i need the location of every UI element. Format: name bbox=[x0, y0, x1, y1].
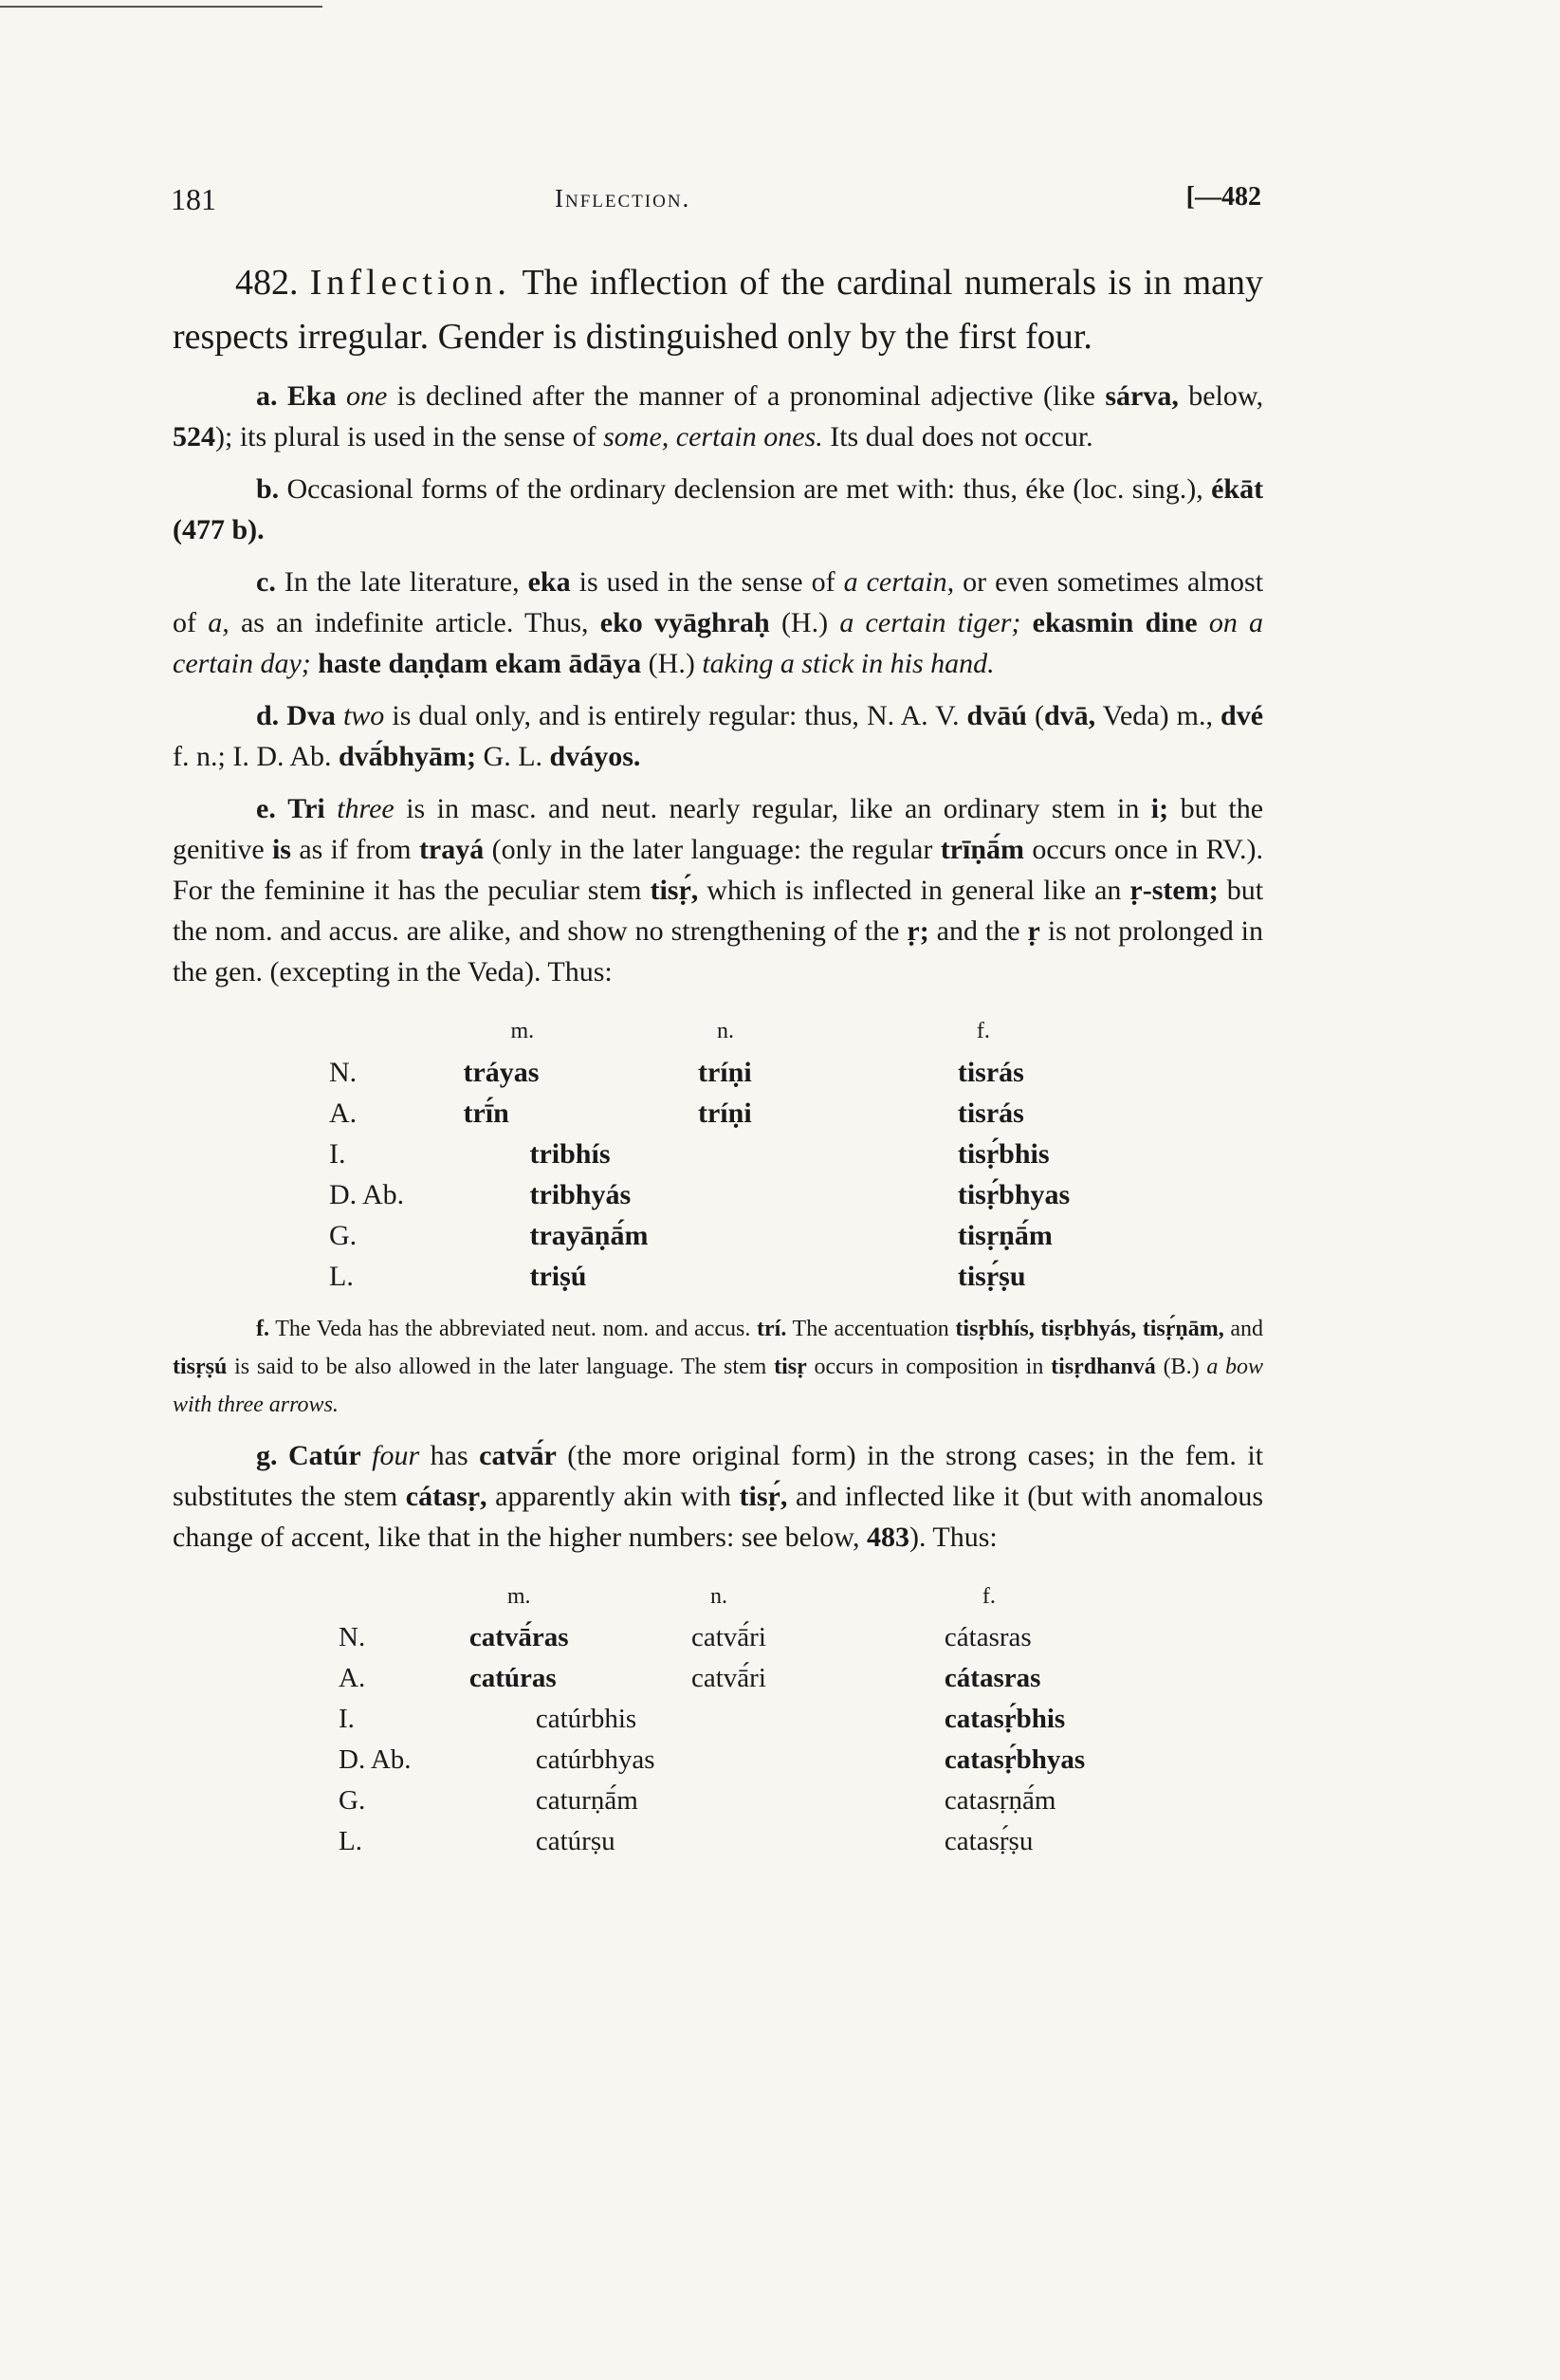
text: and inflected like it (but with anomalous change of accent, like that in the higher numbers: see below, bbox=[173, 1481, 1264, 1553]
section-reference: [—482 bbox=[1185, 182, 1261, 212]
sanskrit-term: ekasmin dine bbox=[1032, 607, 1198, 638]
form-fem: catasṛṇā́m bbox=[944, 1785, 1056, 1816]
text: f. n.; I. D. Ab. bbox=[173, 741, 332, 772]
case-label: L. bbox=[329, 1260, 354, 1292]
form-masc-neut: tribhyás bbox=[529, 1178, 632, 1210]
para-label: d. bbox=[256, 700, 280, 731]
form-masc-neut: caturṇā́m bbox=[535, 1785, 638, 1816]
text: ). Thus: bbox=[908, 1522, 998, 1553]
form-fem: catasṛ́bhis bbox=[944, 1704, 1066, 1734]
form-fem: catasṛ́ṣu bbox=[944, 1826, 1034, 1856]
form-fem: cátasras bbox=[944, 1663, 1041, 1693]
running-title: Inflection. bbox=[555, 184, 691, 212]
case-label: L. bbox=[339, 1826, 362, 1856]
sanskrit-term: ṛ-stem; bbox=[1129, 875, 1219, 906]
sanskrit-term: dvā, bbox=[1043, 700, 1096, 731]
table-row bbox=[329, 1052, 1263, 1093]
sanskrit-term: trí. bbox=[757, 1317, 787, 1341]
gloss: taking a stick in his hand. bbox=[702, 648, 995, 679]
form-fem: cátasras bbox=[944, 1622, 1032, 1652]
text: Occasional forms of the ordinary declension are met with: thus, bbox=[286, 473, 1018, 505]
table-row bbox=[329, 1134, 1263, 1174]
table-row bbox=[329, 1215, 1263, 1256]
para-label: g. bbox=[256, 1440, 278, 1471]
sanskrit-term: éke bbox=[1025, 473, 1065, 505]
form-fem: tisṛ́bhyas bbox=[957, 1178, 1071, 1210]
text: and the bbox=[936, 915, 1020, 947]
paragraph-a bbox=[173, 376, 1263, 457]
sanskrit-term: Tri bbox=[287, 793, 325, 824]
sanskrit-term: is bbox=[271, 834, 291, 865]
form-masc: tráyas bbox=[463, 1056, 540, 1088]
sanskrit-term: catvā́r bbox=[479, 1440, 557, 1471]
text: G. L. bbox=[483, 741, 543, 772]
header-fem: f. bbox=[976, 1019, 990, 1043]
case-label: G. bbox=[329, 1219, 358, 1251]
text: is in masc. and neut. nearly regular, like an ordinary stem in bbox=[406, 793, 1140, 824]
sanskrit-term: tisṛ́, bbox=[739, 1481, 788, 1512]
source-abbrev: (H.) bbox=[648, 648, 695, 679]
text: as an indefinite article. Thus, bbox=[240, 607, 589, 638]
paragraph-e bbox=[173, 788, 1263, 992]
sanskrit-term: dvā́bhyām; bbox=[339, 741, 477, 772]
paragraph-c bbox=[173, 562, 1263, 684]
page-number: 181 bbox=[171, 182, 216, 216]
text: has bbox=[430, 1440, 468, 1471]
text: and bbox=[1230, 1317, 1264, 1341]
sanskrit-term: Eka bbox=[286, 380, 337, 412]
header-case bbox=[329, 1011, 463, 1052]
text: Veda) m., bbox=[1102, 700, 1213, 731]
form-masc: catúras bbox=[468, 1663, 557, 1693]
text: The Veda has the abbreviated neut. nom. and accus. bbox=[275, 1317, 751, 1341]
sanskrit-term: ṛ; bbox=[907, 915, 929, 947]
paragraph-g bbox=[173, 1435, 1263, 1558]
table-row bbox=[329, 1174, 1263, 1215]
paragraph-f bbox=[173, 1310, 1263, 1424]
gloss: a certain, bbox=[843, 566, 955, 598]
form-fem: catasṛ́bhyas bbox=[944, 1744, 1086, 1775]
gloss: a bow with three arrows. bbox=[173, 1355, 1264, 1417]
sanskrit-term: eka bbox=[527, 566, 571, 598]
table-header-row bbox=[339, 1577, 1263, 1617]
table-row bbox=[339, 1780, 1263, 1821]
sanskrit-term: trayá bbox=[418, 834, 485, 865]
text: which is inflected in general like an bbox=[707, 875, 1122, 906]
form-masc-neut: catúrbhis bbox=[535, 1704, 637, 1734]
form-masc-neut: triṣú bbox=[529, 1260, 587, 1292]
form-masc-neut: catúrṣu bbox=[535, 1826, 615, 1856]
case-label: G. bbox=[339, 1785, 366, 1816]
text: ); its plural is used in the sense of bbox=[215, 421, 596, 452]
sanskrit-term: eko vyāghraḥ bbox=[599, 607, 770, 638]
gloss: two bbox=[342, 700, 385, 731]
case-label: A. bbox=[329, 1097, 358, 1129]
table-row bbox=[339, 1617, 1263, 1658]
cross-reference: 483 bbox=[866, 1522, 909, 1553]
sanskrit-term: Catúr bbox=[288, 1440, 361, 1471]
sanskrit-term: tisṛṣú bbox=[173, 1355, 228, 1379]
text: but the nom. and accus. are alike, and show no strengthening of the bbox=[173, 875, 1264, 947]
text: In the late literature, bbox=[284, 566, 520, 598]
table-header-row bbox=[329, 1011, 1263, 1052]
page-body bbox=[173, 256, 1263, 1862]
sanskrit-term: dvé bbox=[1220, 700, 1264, 731]
text: or even sometimes almost of bbox=[173, 566, 1264, 638]
header-case bbox=[339, 1577, 469, 1617]
sanskrit-term: ékāt (477 b). bbox=[173, 473, 1264, 545]
table-row bbox=[339, 1658, 1263, 1699]
source-abbrev: (B.) bbox=[1163, 1355, 1200, 1379]
form-masc: catvā́ras bbox=[468, 1622, 569, 1652]
section-heading: Inflection. bbox=[309, 263, 511, 303]
sanskrit-term: tisṛdhanvá bbox=[1051, 1355, 1156, 1379]
form-masc-neut: tribhís bbox=[529, 1137, 611, 1170]
form-neut: catvā́ri bbox=[690, 1622, 766, 1652]
text: The accentuation bbox=[792, 1317, 949, 1341]
paradigm-table-catur bbox=[339, 1577, 1263, 1862]
text: (loc. sing.), bbox=[1073, 473, 1203, 505]
paragraph-d bbox=[173, 695, 1263, 777]
cross-reference: 524 bbox=[173, 421, 215, 452]
form-masc: trī́n bbox=[463, 1097, 509, 1129]
gloss: a certain tiger; bbox=[839, 607, 1021, 638]
header-fem: f. bbox=[982, 1584, 996, 1609]
case-label: I. bbox=[339, 1704, 355, 1734]
case-label: A. bbox=[339, 1663, 366, 1693]
gloss: three bbox=[337, 793, 395, 824]
text: below, bbox=[1188, 380, 1264, 412]
form-fem: tisṛṇā́m bbox=[957, 1219, 1053, 1251]
text: Its dual does not occur. bbox=[830, 421, 1093, 452]
para-label: c. bbox=[256, 566, 276, 598]
sanskrit-term: dvāú bbox=[966, 700, 1027, 731]
section-482 bbox=[173, 256, 1263, 364]
gloss: a, bbox=[208, 607, 229, 638]
scan-border-line bbox=[0, 6, 322, 8]
form-masc-neut: catúrbhyas bbox=[535, 1744, 655, 1775]
text: but the genitive bbox=[173, 793, 1264, 865]
text: is declined after the manner of a pronominal adjective (like bbox=[396, 380, 1095, 412]
gloss: some, certain ones. bbox=[603, 421, 823, 452]
sanskrit-term: Dva bbox=[286, 700, 336, 731]
table-row bbox=[339, 1821, 1263, 1862]
header-neut: n. bbox=[709, 1584, 727, 1609]
form-neut: tríṇi bbox=[698, 1056, 752, 1088]
sanskrit-term: trīṇā́m bbox=[940, 834, 1025, 865]
sanskrit-term: dváyos. bbox=[549, 741, 641, 772]
header-neut: n. bbox=[717, 1019, 734, 1043]
para-label: f. bbox=[256, 1317, 269, 1341]
sanskrit-term: haste daṇḍam ekam ādāya bbox=[318, 648, 642, 679]
table-row bbox=[329, 1093, 1263, 1134]
case-label: N. bbox=[339, 1622, 366, 1652]
case-label: I. bbox=[329, 1137, 346, 1170]
form-fem: tisṛ́bhis bbox=[957, 1137, 1050, 1170]
form-neut: catvā́ri bbox=[690, 1663, 766, 1693]
text: is used in the sense of bbox=[578, 566, 835, 598]
sanskrit-term: tisṛ bbox=[774, 1355, 807, 1379]
para-label: a. bbox=[256, 380, 278, 412]
text: as if from bbox=[299, 834, 412, 865]
form-fem: tisṛ́ṣu bbox=[957, 1260, 1026, 1292]
form-neut: tríṇi bbox=[698, 1097, 752, 1129]
paragraph-b bbox=[173, 469, 1263, 550]
text: (the more original form) in the strong cases; in the fem. it substitutes the stem bbox=[173, 1440, 1264, 1512]
paradigm-table-tri bbox=[329, 1011, 1263, 1297]
form-fem: tisrás bbox=[957, 1097, 1024, 1129]
text: is dual only, and is entirely regular: thus, N. A. V. bbox=[392, 700, 960, 731]
case-label: N. bbox=[329, 1056, 358, 1088]
header-masc: m. bbox=[506, 1584, 531, 1609]
section-number: 482. bbox=[235, 263, 299, 303]
sanskrit-term: tisṛ́, bbox=[650, 875, 699, 906]
sanskrit-term: tisṛbhís, tisṛbhyás, tisṛ́ṇām, bbox=[955, 1317, 1224, 1341]
sanskrit-term: sárva, bbox=[1105, 380, 1179, 412]
text: apparently akin with bbox=[495, 1481, 731, 1512]
text: (only in the later language: the regular bbox=[491, 834, 933, 865]
text: is said to be also allowed in the later language. The stem bbox=[234, 1355, 767, 1379]
section-text: The inflection of the cardinal numerals is in many respects irregular. Gender is distinguished only by the first four. bbox=[173, 263, 1263, 357]
text: occurs in composition in bbox=[814, 1355, 1044, 1379]
form-masc-neut: trayāṇā́m bbox=[529, 1219, 649, 1251]
para-label: e. bbox=[256, 793, 276, 824]
table-row bbox=[329, 1256, 1263, 1297]
case-label: D. Ab. bbox=[329, 1178, 405, 1210]
para-label: b. bbox=[256, 473, 280, 505]
sanskrit-term: ṛ bbox=[1027, 915, 1040, 947]
sanskrit-term: i; bbox=[1150, 793, 1169, 824]
sanskrit-term: cátasṛ, bbox=[405, 1481, 487, 1512]
gloss: four bbox=[372, 1440, 420, 1471]
table-row bbox=[339, 1740, 1263, 1780]
form-fem: tisrás bbox=[957, 1056, 1024, 1088]
text: occurs once in RV.). For the feminine it has the peculiar stem bbox=[173, 834, 1263, 906]
text: ( bbox=[1034, 700, 1044, 731]
running-header bbox=[171, 182, 1261, 230]
source-abbrev: (H.) bbox=[780, 607, 829, 638]
text: is not prolonged in the gen. (excepting in the Veda). Thus: bbox=[173, 915, 1263, 987]
case-label: D. Ab. bbox=[339, 1744, 412, 1775]
gloss: on a certain day; bbox=[173, 607, 1264, 679]
header-masc: m. bbox=[510, 1019, 535, 1043]
table-row bbox=[339, 1699, 1263, 1740]
gloss: one bbox=[345, 380, 388, 412]
